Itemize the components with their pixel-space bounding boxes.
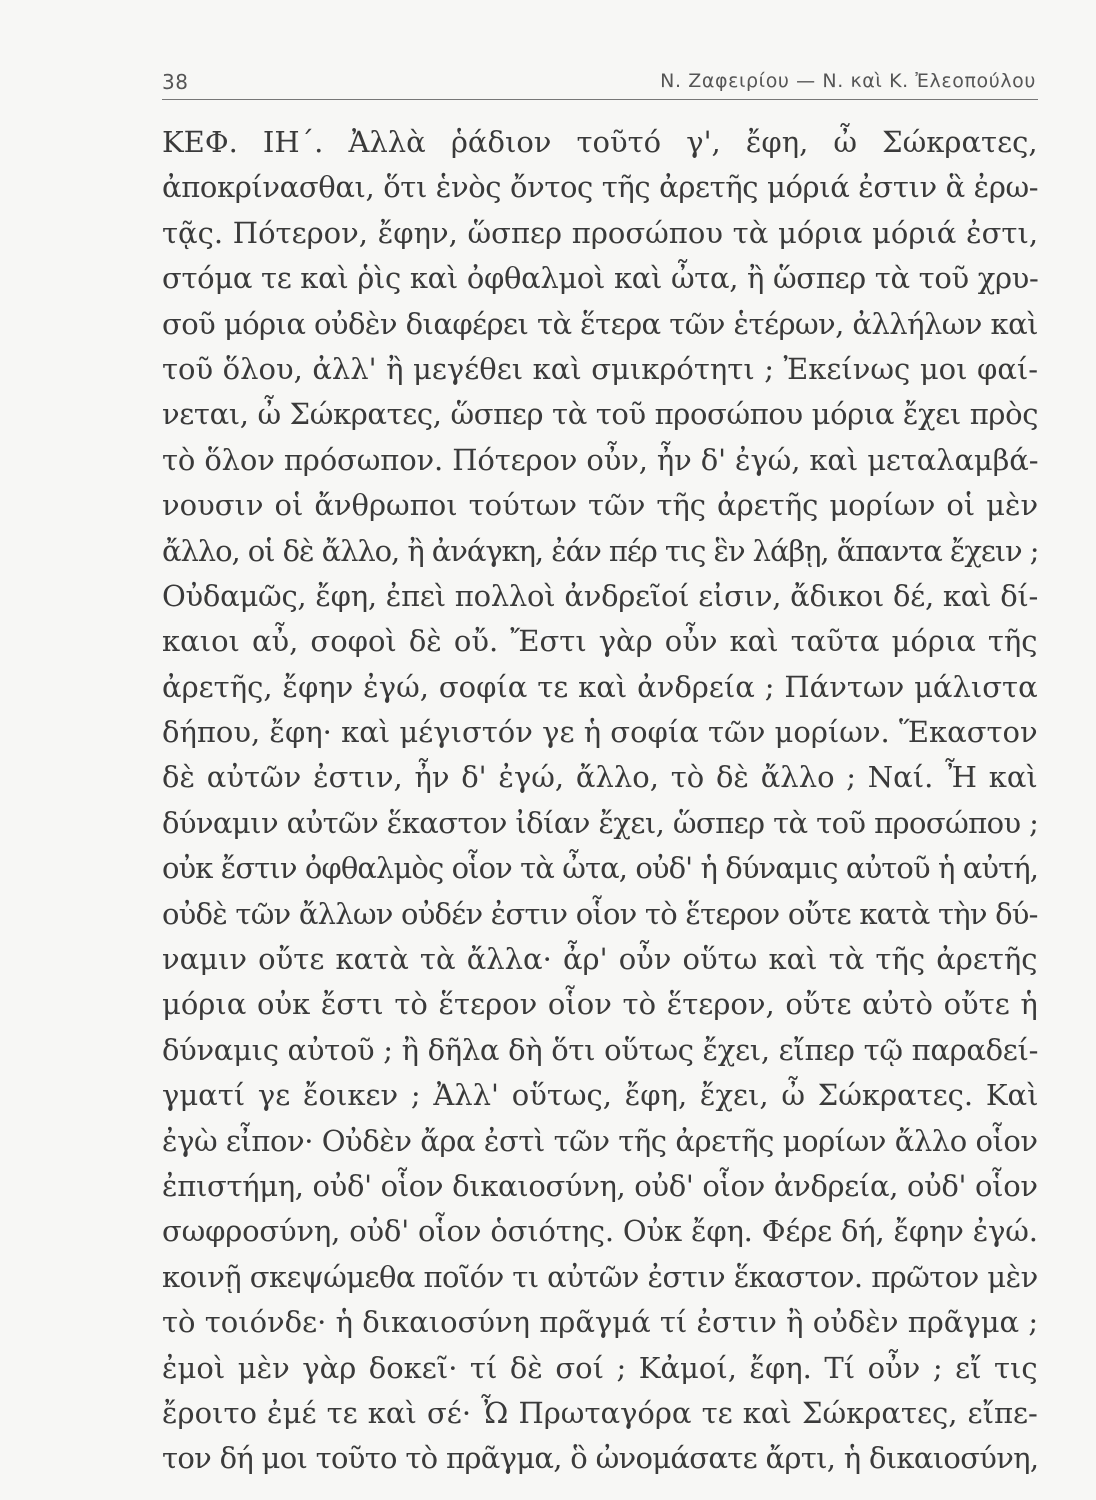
text-line: στόμα τε καὶ ῥὶς καὶ ὀφθαλμοὶ καὶ ὦτα, ἢ ὥσπερ τὰ τοῦ χρυ-	[162, 261, 1039, 296]
text-line: νουσιν οἱ ἄνθρωποι τούτων τῶν τῆς ἀρετῆς μορίων οἱ μὲν	[162, 488, 1039, 523]
text-line: τᾷς. Πότερον, ἔφην, ὥσπερ προσώπου τὰ μόρια μόριά ἐστι,	[162, 215, 1039, 250]
text-line: ἐγὼ εἶπον· Οὐδὲν ἄρα ἐστὶ τῶν τῆς ἀρετῆς μορίων ἄλλο οἷον	[162, 1123, 1038, 1158]
running-head	[162, 62, 1038, 98]
text-line: ΚΕΦ. ΙΗ΄. Ἀλλὰ ῥάδιον τοῦτό γ', ἔφη, ὦ Σώκρατες,	[162, 125, 1038, 159]
text-line: ἀρετῆς, ἔφην ἐγώ, σοφία τε καὶ ἀνδρεία ; Πάντων μάλιστα	[162, 669, 1038, 704]
text-line: ἐπιστήμη, οὐδ' οἷον δικαιοσύνη, οὐδ' οἷον ἀνδρεία, οὐδ' οἷον	[162, 1168, 1038, 1203]
text-line: καιοι αὖ, σοφοὶ δὲ οὔ. Ἔστι γὰρ οὖν καὶ ταῦτα μόρια τῆς	[162, 624, 1038, 659]
text-line: οὐκ ἔστιν ὀφθαλμὸς οἷον τὰ ὦτα, οὐδ' ἡ δύναμις αὐτοῦ ἡ αὐτή,	[162, 851, 1039, 886]
text-line: ἐμοὶ μὲν γὰρ δοκεῖ· τί δὲ σοί ; Κἀμοί, ἔφη. Τί οὖν ; εἴ τις	[162, 1350, 1038, 1385]
text-line: Οὐδαμῶς, ἔφη, ἐπεὶ πολλοὶ ἀνδρεῖοί εἰσιν, ἄδικοι δέ, καὶ δί-	[162, 578, 1039, 613]
running-head-authors: Ν. Ζαφειρίου — Ν. καὶ Κ. Ἐλεοπούλου	[660, 70, 1036, 92]
text-line: γματί γε ἔοικεν ; Ἀλλ' οὕτως, ἔφη, ἔχει, ὦ Σώκρατες. Καὶ	[162, 1078, 1039, 1113]
text-line: τον δή μοι τοῦτο τὸ πρᾶγμα, ὃ ὠνομάσατε ἄρτι, ἡ δικαιοσύνη,	[162, 1441, 1039, 1476]
text-line: νεται, ὦ Σώκρατες, ὥσπερ τὰ τοῦ προσώπου μόρια ἔχει πρὸς	[162, 397, 1039, 432]
text-line: ἀποκρίνασθαι, ὅτι ἑνὸς ὄντος τῆς ἀρετῆς μόριά ἐστιν ἃ ἐρω-	[162, 170, 1039, 205]
page-number: 38	[162, 70, 189, 94]
text-line: δύναμις αὐτοῦ ; ἢ δῆλα δὴ ὅτι οὕτως ἔχει, εἴπερ τῷ παραδεί-	[162, 1032, 1039, 1067]
header-rule	[162, 99, 1038, 100]
text-line: ἄλλο, οἱ δὲ ἄλλο, ἢ ἀνάγκη, ἐάν πέρ τις ἓν λάβῃ, ἅπαντα ἔχειν ;	[162, 533, 1039, 568]
text-line: τὸ ὅλον πρόσωπον. Πότερον οὖν, ἦν δ' ἐγώ, καὶ μεταλαμβά-	[162, 442, 1039, 477]
text-line: δήπου, ἔφη· καὶ μέγιστόν γε ἡ σοφία τῶν μορίων. Ἕκαστον	[162, 715, 1038, 750]
text-line: κοινῇ σκεψώμεθα ποῖόν τι αὐτῶν ἐστιν ἕκαστον. πρῶτον μὲν	[162, 1259, 1038, 1294]
text-line: σωφροσύνη, οὐδ' οἷον ὁσιότης. Οὐκ ἔφη. Φέρε δή, ἔφην ἐγώ.	[162, 1214, 1038, 1249]
text-line: οὐδὲ τῶν ἄλλων οὐδέν ἐστιν οἷον τὸ ἕτερον οὔτε κατὰ τὴν δύ-	[162, 896, 1038, 931]
text-line: δύναμιν αὐτῶν ἕκαστον ἰδίαν ἔχει, ὥσπερ τὰ τοῦ προσώπου ;	[162, 805, 1039, 840]
body-text	[162, 120, 1038, 1482]
text-line: ναμιν οὔτε κατὰ τὰ ἄλλα· ἆρ' οὖν οὕτω καὶ τὰ τῆς ἀρετῆς	[162, 942, 1038, 977]
text-line: σοῦ μόρια οὐδὲν διαφέρει τὰ ἕτερα τῶν ἑτέρων, ἀλλήλων καὶ	[162, 306, 1038, 341]
text-line: τοῦ ὅλου, ἀλλ' ἢ μεγέθει καὶ σμικρότητι ; Ἐκείνως μοι φαί-	[162, 351, 1039, 386]
text-line: τὸ τοιόνδε· ἡ δικαιοσύνη πρᾶγμά τί ἐστιν ἢ οὐδὲν πρᾶγμα ;	[162, 1305, 1039, 1340]
text-line: δὲ αὐτῶν ἐστιν, ἦν δ' ἐγώ, ἄλλο, τὸ δὲ ἄλλο ; Ναί. Ἦ καὶ	[162, 760, 1038, 795]
text-line: μόρια οὐκ ἔστι τὸ ἕτερον οἷον τὸ ἕτερον, οὔτε αὐτὸ οὔτε ἡ	[162, 987, 1038, 1022]
text-line: ἔροιτο ἐμέ τε καὶ σέ· Ὦ Πρωταγόρα τε καὶ Σώκρατες, εἴπε-	[162, 1395, 1038, 1430]
